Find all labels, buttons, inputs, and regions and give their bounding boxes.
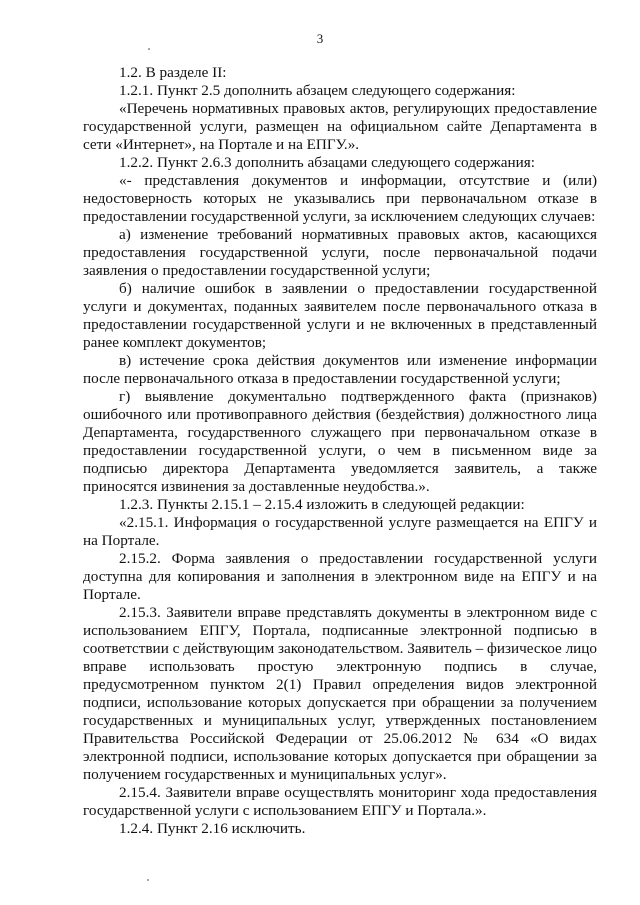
document-body — [83, 64, 597, 838]
list-item-a: а) изменение требований нормативных правовых актов, касающихся предоставления государственной услуги, после первоначальной подачи заявления о предоставлении государственной услуги; — [83, 226, 597, 279]
paragraph-1-2-4: 1.2.4. Пункт 2.16 исключить. — [119, 820, 306, 837]
paragraph-1-2-2: 1.2.2. Пункт 2.6.3 дополнить абзацами следующего содержания: — [119, 154, 535, 171]
list-item-g: г) выявление документально подтвержденного факта (признаков) ошибочного или противоправного действия (бездействия) должностного лица Департамента, государственного служащего при первоначальном отказе в предоставлении государственной услуги, о чем в письменном виде за подписью директора Департамента уведомляется заявитель, а также приносятся извинения за доставленные неудобства.». — [83, 388, 597, 495]
scan-speck — [147, 879, 149, 881]
paragraph-2-15-4: 2.15.4. Заявители вправе осуществлять мониторинг хода предоставления государственной услуги с использованием ЕПГУ и Портала.». — [83, 784, 597, 819]
scan-speck — [148, 48, 150, 50]
paragraph-2-15-3: 2.15.3. Заявители вправе представлять документы в электронном виде с использованием ЕПГУ, Портала, подписанные электронной подписью в соответствии с действующим законодательством. Заявитель – физическое лицо вправе использовать простую электронную подпись в случае, предусмотренном пунктом 2(1) Правил определения видов электронной подписи, использование которых допускается при обращении за получением государственных и муниципальных услуг, утвержденных постановлением Правительства Российской Федерации от 25.06.2012 № 634 «О видах электронной подписи, использование которых допускается при обращении за получением государственных и муниципальных услуг». — [83, 604, 597, 783]
paragraph-2-15-1: «2.15.1. Информация о государственной услуге размещается на ЕПГУ и на Портале. — [83, 514, 597, 549]
section-heading: 1.2. В разделе II: — [119, 64, 227, 81]
paragraph-2-15-2: 2.15.2. Форма заявления о предоставлении государственной услуги доступна для копирования и заполнения в электронном виде на ЕПГУ и на Портале. — [83, 550, 597, 603]
list-item-v: в) истечение срока действия документов или изменение информации после первоначального отказа в предоставлении государственной услуги; — [83, 352, 597, 387]
page-number: 3 — [316, 31, 324, 46]
list-item-b: б) наличие ошибок в заявлении о предоставлении государственной услуги и документах, поданных заявителем после первоначального отказа в предоставлении государственной услуги и не включенных в представленный ранее комплект документов; — [83, 280, 597, 351]
paragraph-quote-documents: «- представления документов и информации, отсутствие и (или) недостоверность которых не указывались при первоначальном отказе в предоставлении государственной услуги, за исключением следующих случаев: — [83, 172, 597, 225]
paragraph-1-2-3: 1.2.3. Пункты 2.15.1 – 2.15.4 изложить в следующей редакции: — [119, 496, 525, 513]
paragraph-quote-list-of-acts: «Перечень нормативных правовых актов, регулирующих предоставление государственной услуги, размещен на официальном сайте Департамента в сети «Интернет», на Портале и на ЕПГУ.». — [83, 100, 597, 153]
paragraph-1-2-1: 1.2.1. Пункт 2.5 дополнить абзацем следующего содержания: — [119, 82, 516, 99]
